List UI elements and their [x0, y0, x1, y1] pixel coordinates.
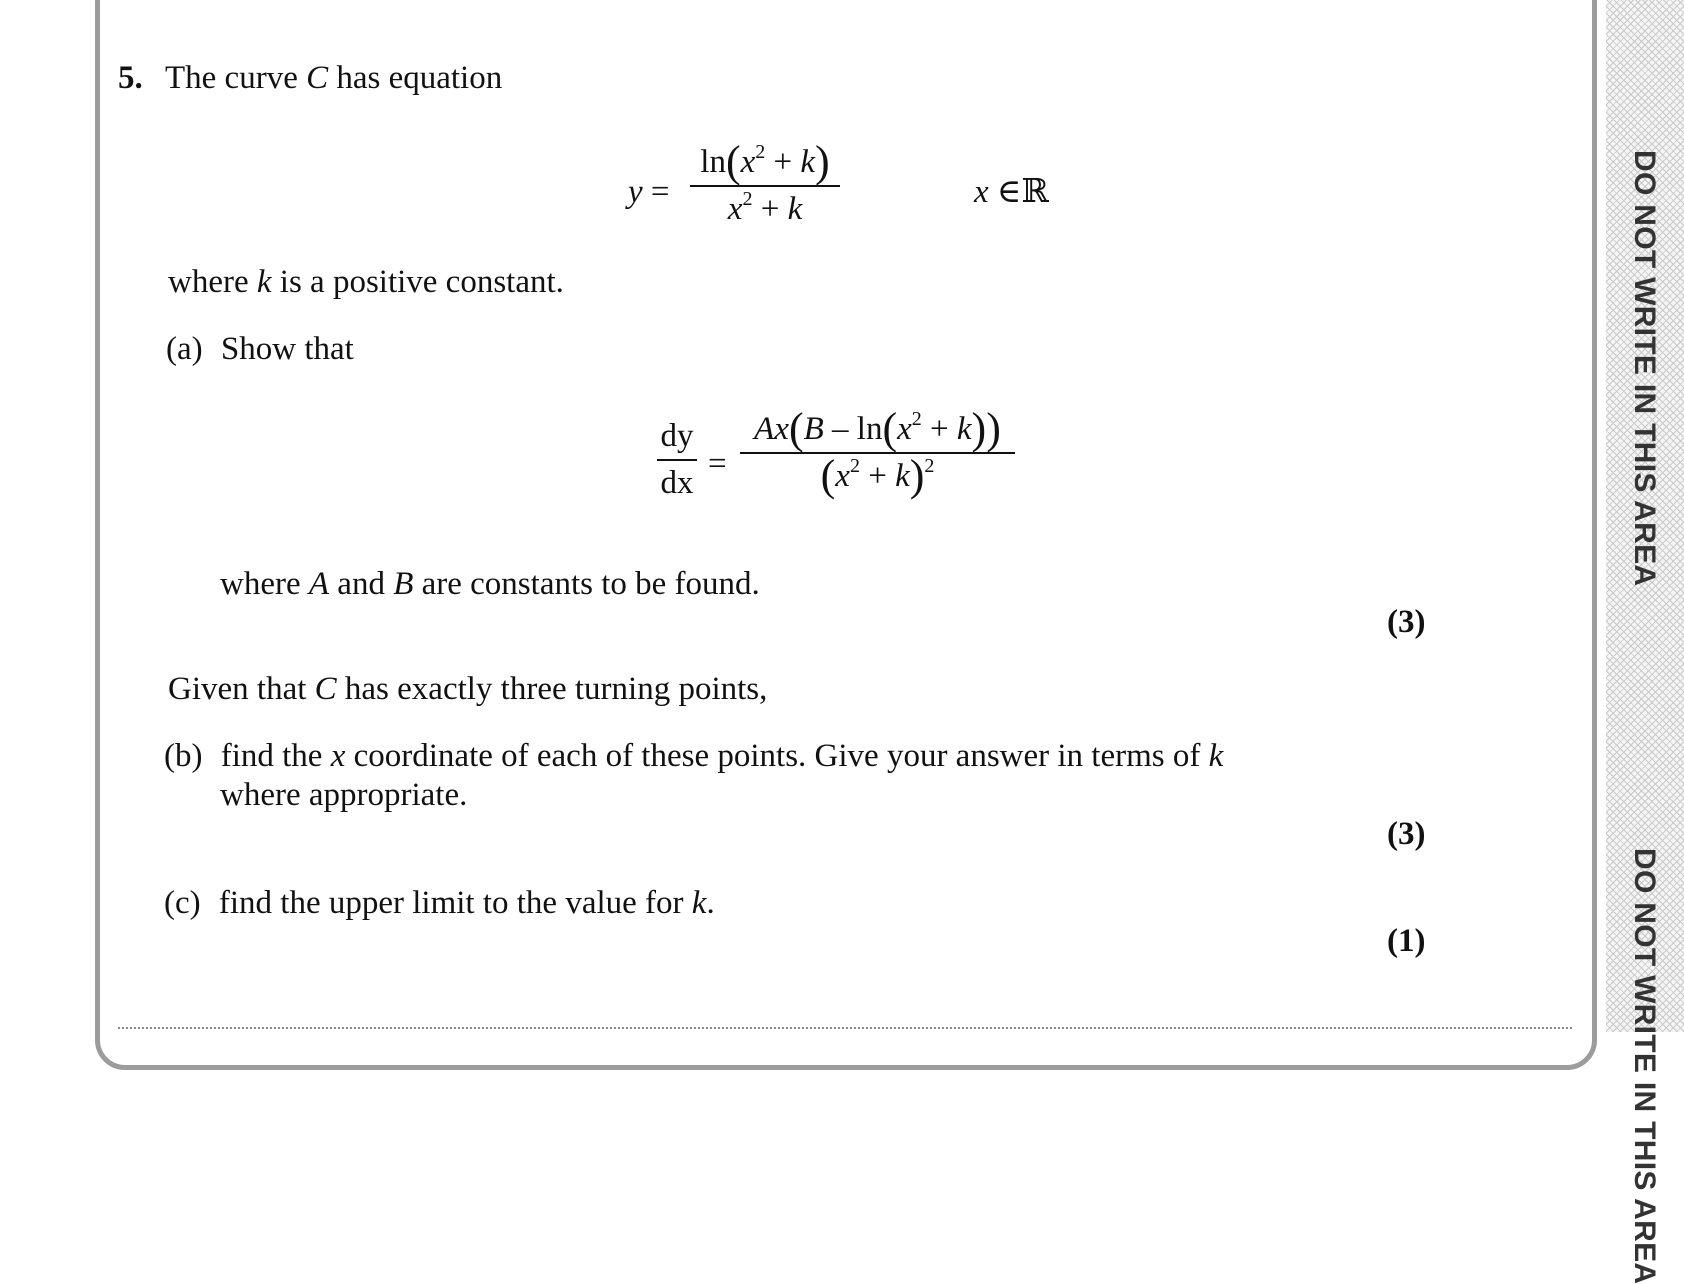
equation-lhs: y = [628, 174, 670, 210]
derivative-numerator: $Ax(B - \ln(x^2 + k))$ [754, 404, 1001, 453]
derivative-denominator: $(x^2 + k)^2$ [820, 451, 935, 500]
part-c-marks: (1) [1387, 923, 1426, 959]
part-a-constants: where A and B are constants to be found. [220, 566, 760, 602]
equation-domain: x ∈ℝ [974, 174, 1049, 210]
equation-numerator: $\ln(x^2 + k)$ [700, 137, 830, 186]
derivative-fraction: dy dx [657, 420, 697, 500]
part-a-marks: (3) [1387, 604, 1426, 640]
equation-denominator: $x^2 + k$ [727, 188, 803, 227]
equation-fraction [690, 137, 840, 227]
answer-line[interactable] [118, 1027, 1572, 1029]
constant-statement: where k is a positive constant. [168, 264, 564, 300]
margin-notice-lower: DO NOT WRITE IN THIS AREA [1628, 848, 1661, 1284]
part-b-text: (b) find the x coordinate of each of these points. Give your answer in terms of k [164, 738, 1224, 774]
part-c-text: (c) find the upper limit to the value for k. [164, 885, 715, 921]
margin-notice: DO NOT WRITE IN THIS AREA [1628, 150, 1661, 587]
question-number: 5. [118, 60, 143, 96]
question-header: 5. The curve C has equation [118, 60, 503, 96]
derivative-equals: = [708, 446, 727, 482]
part-a-label: (a) Show that [166, 331, 354, 367]
part-b-marks: (3) [1387, 816, 1426, 852]
part-b-text-cont: where appropriate. [220, 777, 468, 813]
derivative-expression [740, 404, 1015, 500]
given-statement: Given that C has exactly three turning points, [168, 671, 768, 707]
